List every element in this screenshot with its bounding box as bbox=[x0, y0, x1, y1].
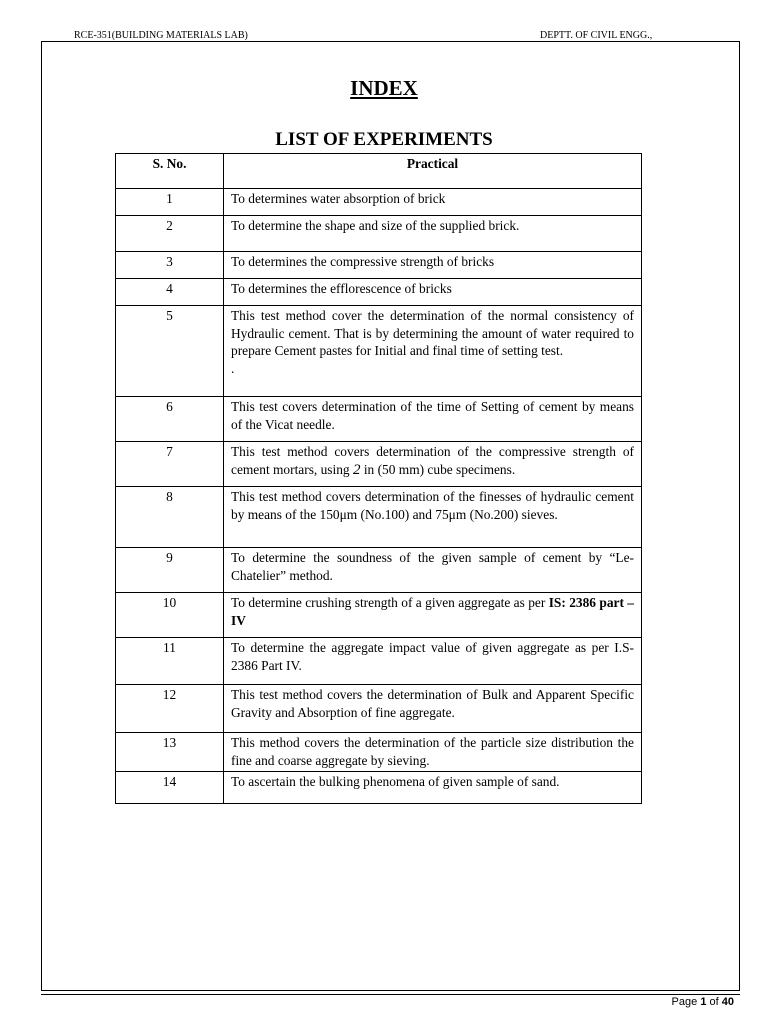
row-practical-text: This test method cover the determination of the normal consistency of Hydraulic cement. That is by determining the amount of water required to prepare Cement pastes for Initial and final time of setting test. bbox=[231, 308, 634, 358]
table-row bbox=[116, 548, 642, 593]
row-practical: To ascertain the bulking phenomena of given sample of sand. bbox=[224, 772, 642, 804]
row-practical: To determine the aggregate impact value of given aggregate as per I.S-2386 Part IV. bbox=[224, 638, 642, 685]
row-sno: 11 bbox=[116, 638, 224, 685]
table-row bbox=[116, 772, 642, 804]
row-sno: 13 bbox=[116, 733, 224, 772]
row-sno: 8 bbox=[116, 487, 224, 548]
row-practical bbox=[224, 593, 642, 638]
table-row bbox=[116, 442, 642, 487]
row-sno: 12 bbox=[116, 685, 224, 733]
row-sno: 9 bbox=[116, 548, 224, 593]
table-row bbox=[116, 733, 642, 772]
row-sno: 6 bbox=[116, 397, 224, 442]
table-row bbox=[116, 397, 642, 442]
row-practical: To determines water absorption of brick bbox=[224, 189, 642, 216]
table-row bbox=[116, 487, 642, 548]
row-sno: 5 bbox=[116, 306, 224, 397]
table-row bbox=[116, 638, 642, 685]
row-practical: To determines the compressive strength of bricks bbox=[224, 252, 642, 279]
row-sno: 10 bbox=[116, 593, 224, 638]
row-sno: 2 bbox=[116, 216, 224, 252]
row-practical-extra: . bbox=[231, 360, 235, 376]
experiments-table bbox=[115, 153, 642, 804]
row-practical: This test method covers the determination of Bulk and Apparent Specific Gravity and Absorption of fine aggregate. bbox=[224, 685, 642, 733]
page-title: INDEX bbox=[350, 76, 418, 100]
row-practical-text-end: in (50 mm) cube specimens. bbox=[360, 461, 516, 477]
table-row bbox=[116, 216, 642, 252]
footer-page-word: Page bbox=[671, 996, 698, 1008]
footer-of-word: of bbox=[709, 996, 719, 1008]
table-row bbox=[116, 593, 642, 638]
page-border-bottom-double bbox=[41, 994, 740, 995]
header-department: DEPTT. OF CIVIL ENGG., bbox=[540, 30, 653, 41]
page-number-footer bbox=[672, 996, 734, 1008]
row-practical-text: This test method covers determination of the compressive strength of cement mortars, using bbox=[231, 444, 634, 477]
row-sno: 1 bbox=[116, 189, 224, 216]
column-header-sno: S. No. bbox=[116, 154, 224, 189]
row-practical-number: 2 bbox=[352, 461, 361, 478]
row-sno: 3 bbox=[116, 252, 224, 279]
table-header-row bbox=[116, 154, 642, 189]
row-practical: This method covers the determination of the particle size distribution the fine and coarse aggregate by sieving. bbox=[224, 733, 642, 772]
table-row bbox=[116, 279, 642, 306]
row-practical: To determine the shape and size of the supplied brick. bbox=[224, 216, 642, 252]
page-subtitle: LIST OF EXPERIMENTS bbox=[275, 129, 493, 150]
table-row bbox=[116, 252, 642, 279]
row-sno: 7 bbox=[116, 442, 224, 487]
table-row bbox=[116, 306, 642, 397]
footer-total-pages: 40 bbox=[721, 996, 734, 1008]
row-practical-text: To determine crushing strength of a given aggregate as per bbox=[231, 595, 549, 610]
table-row bbox=[116, 189, 642, 216]
header-course-code: RCE-351(BUILDING MATERIALS LAB) bbox=[74, 30, 248, 41]
row-practical: This test method covers determination of the finesses of hydraulic cement by means of the 150μm (No.100) and 75μm (No.200) sieves. bbox=[224, 487, 642, 548]
row-practical-standard: IS: 2386 part – IV bbox=[231, 595, 634, 628]
row-practical: To determines the efflorescence of bricks bbox=[224, 279, 642, 306]
table-row bbox=[116, 685, 642, 733]
row-sno: 14 bbox=[116, 772, 224, 804]
row-practical: This test covers determination of the time of Setting of cement by means of the Vicat needle. bbox=[224, 397, 642, 442]
row-sno: 4 bbox=[116, 279, 224, 306]
column-header-practical: Practical bbox=[224, 154, 642, 189]
row-practical: To determine the soundness of the given sample of cement by “Le-Chatelier” method. bbox=[224, 548, 642, 593]
row-practical bbox=[224, 306, 642, 397]
footer-page-number: 1 bbox=[700, 996, 707, 1008]
row-practical bbox=[224, 442, 642, 487]
